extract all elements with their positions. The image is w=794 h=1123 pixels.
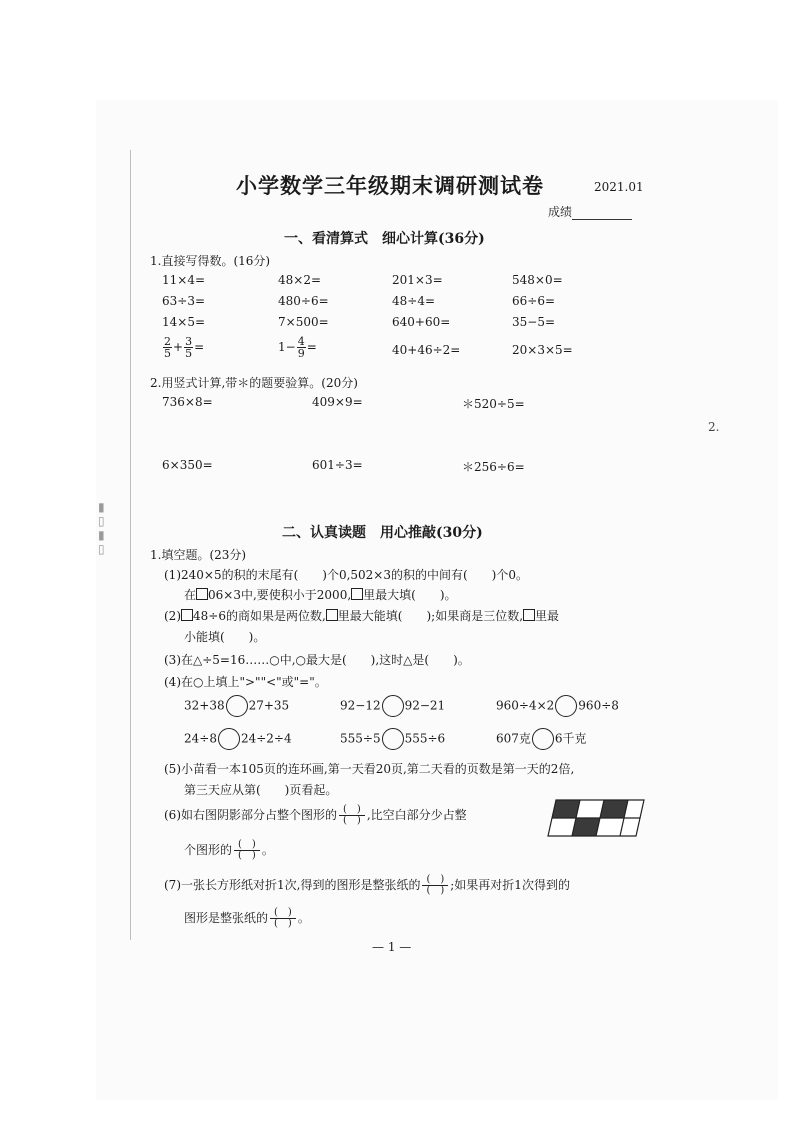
- binding-margin-line: [130, 150, 131, 940]
- mental-calc: 640+60=: [392, 315, 451, 329]
- page-number: — 1 —: [372, 940, 412, 954]
- mental-calc: 480÷6=: [278, 294, 329, 308]
- shaded-cell: [600, 800, 628, 818]
- mental-calc: 201×3=: [392, 273, 443, 287]
- shaded-cell: [552, 800, 580, 818]
- mental-calc: 66÷6=: [512, 294, 556, 308]
- compare-circle[interactable]: [218, 728, 240, 750]
- fill-item-7b: 图形是整张纸的 $\frac{( )}{( )}$ 。: [184, 907, 310, 929]
- fraction-blank[interactable]: $\frac{( )}{( )}$: [339, 805, 365, 826]
- compare-item: 32+38 27+35: [184, 695, 289, 717]
- s1-q2-label: 2.用竖式计算,带＊的题要验算。(20分): [150, 376, 358, 390]
- blank-cell: [576, 800, 604, 818]
- mental-calc: 63÷3=: [162, 294, 206, 308]
- shaded-parallelogram-figure: [546, 798, 646, 838]
- fraction-blank[interactable]: $\frac{( )}{( )}$: [234, 840, 260, 861]
- fraction-sum: $\frac{2}{5}$ + $\frac{3}{5}$ =: [164, 335, 205, 360]
- fraction-difference: 1− $\frac{4}{9}$ =: [278, 335, 317, 360]
- fill-item-6a: (6)如右图阴影部分占整个图形的 $\frac{( )}{( )}$ ,比空白部分少占整: [164, 804, 467, 826]
- fill-item-7a: (7)一张长方形纸对折1次,得到的图形是整张纸的 $\frac{( )}{( )}$ ;如果再对折1次得到的: [164, 874, 570, 896]
- compare-item: 960÷4×2 960÷8: [496, 695, 619, 717]
- vertical-calc: 409×9=: [312, 395, 363, 409]
- vertical-calc: ＊520÷5=: [462, 397, 525, 411]
- mental-calc: 40+46÷2=: [392, 343, 461, 357]
- fill-item-6b: 个图形的 $\frac{( )}{( )}$ 。: [184, 839, 274, 861]
- blank-square: [523, 609, 535, 621]
- shaded-cell: [572, 818, 600, 836]
- score-blank[interactable]: [572, 207, 632, 220]
- vertical-calc: 736×8=: [162, 395, 213, 409]
- fill-item-1b: 在 06×3中,要使积小于2000, 里最大填( )。: [184, 588, 457, 602]
- binding-margin-marks: ▮ ▯ ▮ ▯: [98, 500, 105, 556]
- mental-calc: 548×0=: [512, 273, 563, 287]
- edge-mark: 2.: [708, 420, 720, 434]
- fill-item-2b: 小能填( )。: [184, 630, 266, 644]
- blank-square: [181, 609, 193, 621]
- page-title: 小学数学三年级期末调研测试卷: [236, 173, 544, 198]
- blank-square: [326, 609, 338, 621]
- blank-square: [196, 588, 208, 600]
- compare-circle[interactable]: [555, 695, 577, 717]
- blank-cell: [596, 818, 624, 836]
- vertical-calc: 601÷3=: [312, 458, 363, 472]
- exam-date: 2021.01: [594, 180, 644, 194]
- fill-item-5b: 第三天应从第( )页看起。: [184, 783, 338, 797]
- compare-item: 24÷8 24÷2÷4: [184, 728, 292, 750]
- fill-item-4: (4)在○上填上">""<"或"="。: [164, 675, 327, 689]
- fill-item-1a: (1)240×5的积的末尾有( )个0,502×3的积的中间有( )个0。: [164, 568, 528, 582]
- blank-square: [351, 588, 363, 600]
- mental-calc: 35−5=: [512, 315, 556, 329]
- fill-item-5a: (5)小苗看一本105页的连环画,第一天看20页,第二天看的页数是第一天的2倍,: [164, 762, 575, 776]
- vertical-calc: 6×350=: [162, 458, 213, 472]
- mental-calc: 7×500=: [278, 315, 329, 329]
- compare-item: 92−12 92−21: [340, 695, 445, 717]
- mental-calc: 20×3×5=: [512, 343, 573, 357]
- compare-item: 555÷5 555÷6: [340, 728, 445, 750]
- score-label: 成绩: [548, 205, 573, 219]
- fraction-blank[interactable]: $\frac{( )}{( )}$: [422, 875, 448, 896]
- fill-item-3: (3)在△÷5=16……○中,○最大是( ),这时△是( )。: [164, 653, 470, 667]
- fraction-blank[interactable]: $\frac{( )}{( )}$: [270, 908, 296, 929]
- mental-calc: 48×2=: [278, 273, 322, 287]
- compare-item: 607克 6千克: [496, 728, 587, 750]
- mental-calc: 11×4=: [162, 273, 206, 287]
- fill-item-2a: (2) 48÷6的商如果是两位数, 里最大能填( );如果商是三位数, 里最: [164, 609, 560, 623]
- section1-heading: 一、看清算式 细心计算(36分): [284, 231, 485, 247]
- compare-circle[interactable]: [532, 728, 554, 750]
- s2-q1-label: 1.填空题。(23分): [150, 548, 247, 562]
- vertical-calc: ＊256÷6=: [462, 460, 525, 474]
- score-field: [548, 203, 632, 220]
- blank-cell: [548, 818, 576, 836]
- compare-circle[interactable]: [382, 695, 404, 717]
- section2-heading: 二、认真读题 用心推敲(30分): [282, 525, 483, 541]
- compare-circle[interactable]: [382, 728, 404, 750]
- s1-q1-label: 1.直接写得数。(16分): [150, 254, 271, 268]
- compare-circle[interactable]: [226, 695, 248, 717]
- mental-calc: 14×5=: [162, 315, 206, 329]
- mental-calc: 48÷4=: [392, 294, 436, 308]
